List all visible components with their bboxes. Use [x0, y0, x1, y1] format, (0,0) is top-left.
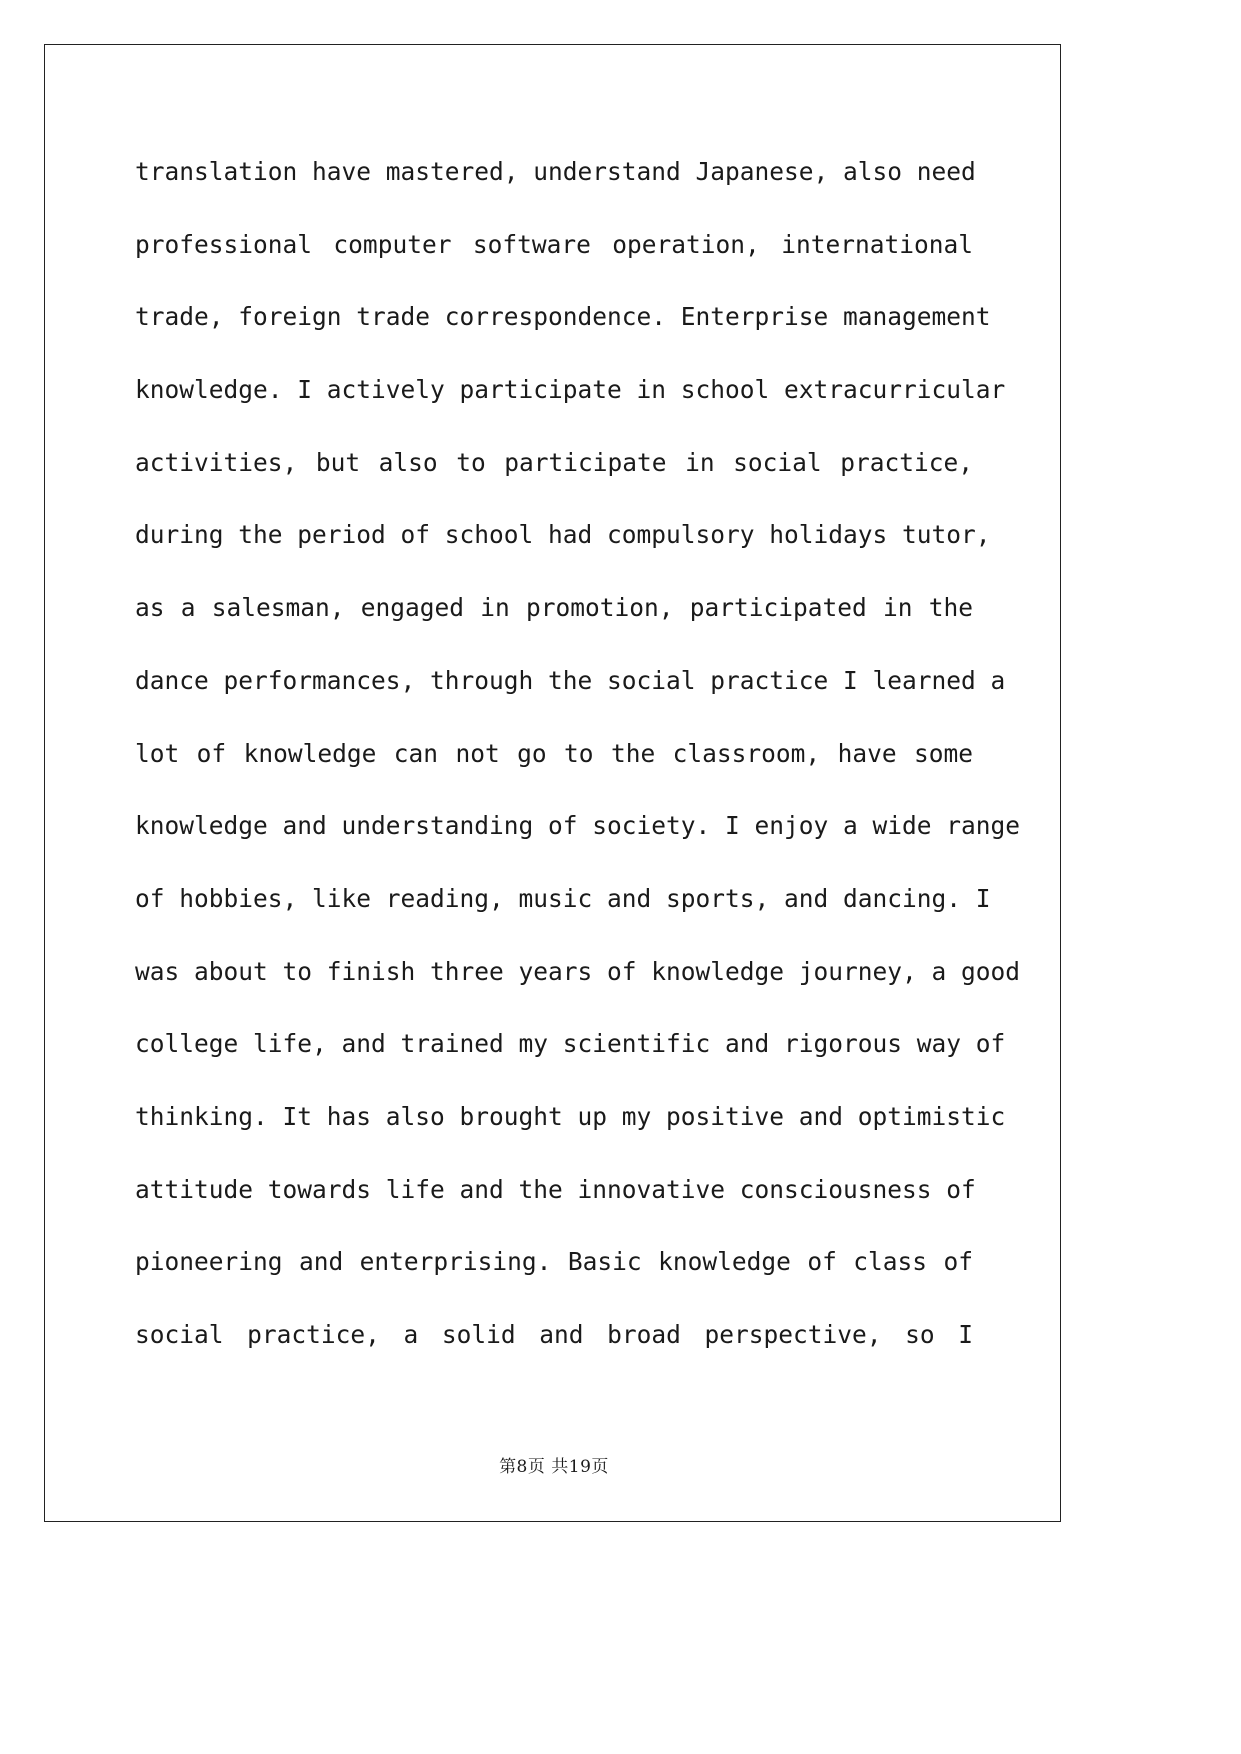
text-line: pioneering and enterprising. Basic knowledge of class of — [135, 1247, 973, 1277]
text-line: knowledge and understanding of society. I enjoy a wide range — [135, 811, 1021, 841]
text-line: of hobbies, like reading, music and sports, and dancing. I — [135, 883, 991, 913]
text-line: dance performances, through the social practice I learned a — [135, 665, 1006, 695]
text-line: professional computer software operation, international — [135, 229, 973, 259]
text-line: trade, foreign trade correspondence. Enterprise management — [135, 302, 991, 332]
text-line: thinking. It has also brought up my positive and optimistic — [135, 1101, 1006, 1131]
text-line: translation have mastered, understand Japanese, also need — [135, 157, 976, 186]
text-line: social practice, a solid and broad perspective, so I — [135, 1320, 973, 1349]
document-body — [135, 136, 1021, 1372]
page-number-footer: 第8页 共19页 — [499, 1457, 609, 1477]
text-line: lot of knowledge can not go to the classroom, have some — [135, 738, 973, 768]
text-line: attitude towards life and the innovative consciousness of — [135, 1174, 976, 1204]
text-line: college life, and trained my scientific and rigorous way of — [135, 1029, 1006, 1059]
text-line: was about to finish three years of knowledge journey, a good — [135, 956, 1021, 986]
text-line: knowledge. I actively participate in school extracurricular — [135, 375, 1006, 405]
text-line: as a salesman, engaged in promotion, participated in the — [135, 593, 973, 623]
text-line: during the period of school had compulsory holidays tutor, — [135, 520, 991, 550]
text-line: activities, but also to participate in social practice, — [135, 447, 973, 477]
